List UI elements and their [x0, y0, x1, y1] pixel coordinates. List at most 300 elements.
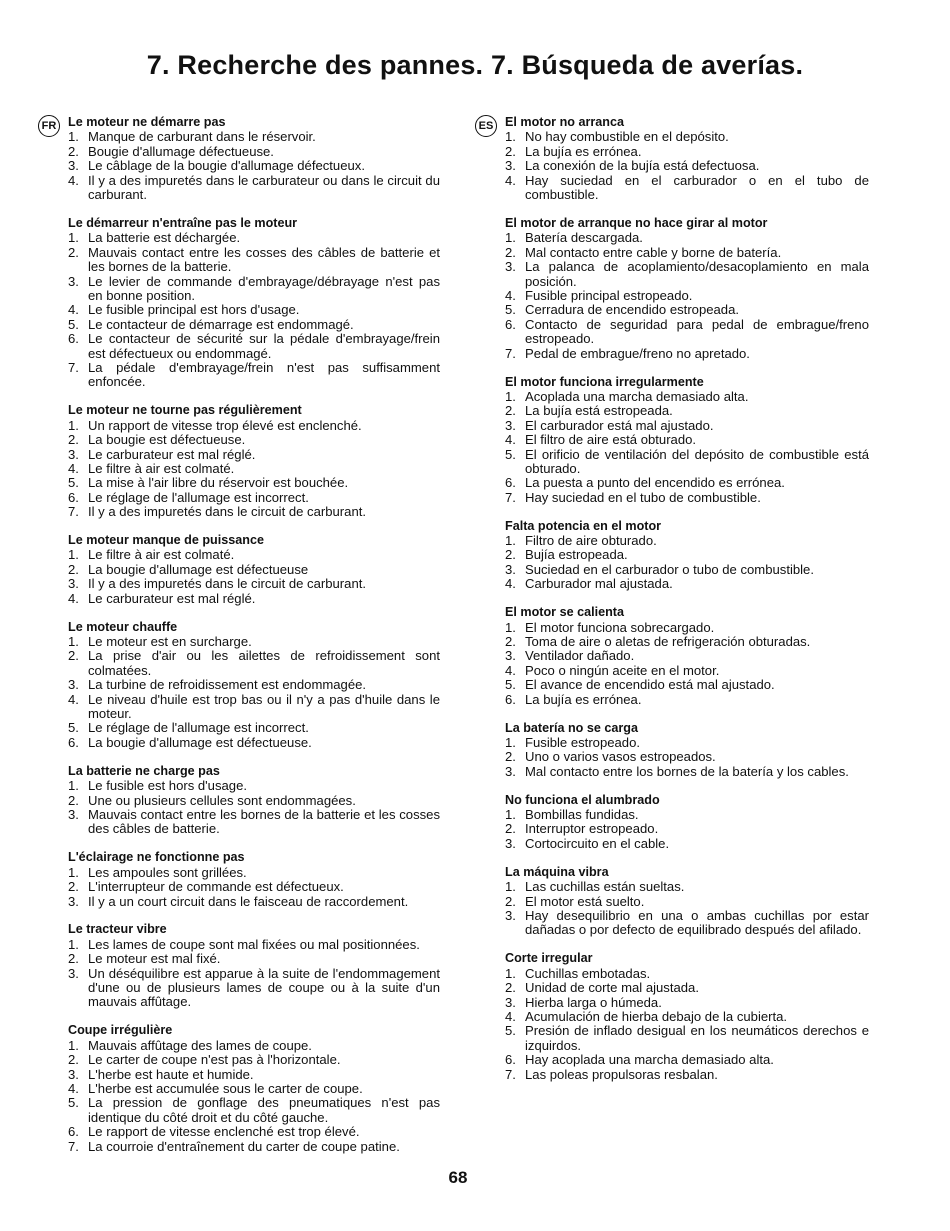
item-text: Mal contacto entre cable y borne de batería. [525, 244, 782, 260]
item-number: 1. [68, 936, 79, 952]
item-text: Il y a des impuretés dans le circuit de carburant. [88, 504, 367, 520]
item-text: La courroie d'entraînement du carter de coupe patine. [88, 1138, 400, 1154]
item-number: 1. [68, 417, 79, 433]
list-item [68, 419, 440, 433]
list-item [68, 145, 440, 159]
list-item [68, 462, 440, 476]
item-text: La turbine de refroidissement est endommagée. [88, 677, 367, 693]
item-number: 1. [505, 734, 516, 750]
cause-list [68, 779, 440, 837]
item-number: 4. [68, 302, 79, 318]
item-text: Batería descargada. [525, 230, 643, 246]
item-text: Cortocircuito en el cable. [525, 835, 670, 851]
item-text: Manque de carburant dans le réservoir. [88, 129, 316, 145]
item-text: La bujía está estropeada. [525, 403, 673, 419]
list-item [68, 721, 440, 735]
item-number: 2. [505, 547, 516, 563]
trouble-section [505, 865, 869, 938]
item-text: Le rapport de vitesse enclenché est trop élevé. [88, 1124, 360, 1140]
trouble-section [68, 115, 440, 202]
list-item [505, 765, 869, 779]
language-badge-fr: FR [38, 115, 60, 137]
trouble-section [505, 951, 869, 1082]
list-item [505, 577, 869, 591]
list-item [68, 952, 440, 966]
item-text: Le moteur est en surcharge. [88, 634, 252, 649]
item-number: 3. [505, 648, 516, 664]
list-item [505, 621, 869, 635]
item-number: 4. [505, 662, 516, 678]
list-item [68, 505, 440, 519]
item-text: La bujía es errónea. [525, 691, 642, 707]
item-number: 5. [505, 302, 516, 318]
item-number: 5. [505, 677, 516, 693]
list-item [505, 260, 869, 289]
list-item [505, 981, 869, 995]
item-number: 3. [68, 806, 79, 822]
trouble-section [68, 922, 440, 1009]
troubleshooting-sections-fr [68, 115, 440, 1154]
trouble-section [505, 519, 869, 592]
item-number: 4. [68, 460, 79, 476]
item-number: 5. [68, 720, 79, 736]
item-text: Il y a des impuretés dans le carburateur ou dans le circuit du carburant. [88, 172, 440, 203]
item-text: Hay suciedad en el tubo de combustible. [525, 489, 761, 505]
list-item [505, 822, 869, 836]
list-item [505, 491, 869, 505]
cause-list [68, 635, 440, 750]
list-item [505, 664, 869, 678]
item-number: 6. [68, 489, 79, 505]
column-spanish [478, 115, 869, 1095]
cause-list [505, 967, 869, 1082]
item-number: 3. [68, 1066, 79, 1082]
list-item [68, 938, 440, 952]
section-title: Le moteur chauffe [68, 619, 178, 634]
list-item [68, 1068, 440, 1082]
list-item [68, 548, 440, 562]
item-number: 3. [505, 259, 516, 275]
item-number: 2. [505, 821, 516, 837]
item-text: La bougie est défectueuse. [88, 432, 246, 448]
item-text: Les lames de coupe sont mal fixées ou mal positionnées. [88, 936, 420, 952]
item-text: Hierba larga o húmeda. [525, 994, 662, 1010]
item-number: 2. [68, 244, 79, 260]
cause-list [505, 130, 869, 202]
item-text: No hay combustible en el depósito. [525, 129, 729, 145]
list-item [505, 1024, 869, 1053]
cause-list [505, 736, 869, 779]
list-item [505, 534, 869, 548]
language-badge-es: ES [475, 115, 497, 137]
list-item [68, 808, 440, 837]
item-text: La mise à l'air libre du réservoir est bouchée. [88, 475, 349, 491]
item-text: Carburador mal ajustada. [525, 576, 673, 592]
item-number: 4. [505, 1008, 516, 1024]
list-item [68, 275, 440, 304]
item-text: El motor está suelto. [525, 893, 645, 909]
cause-list [505, 880, 869, 938]
item-number: 3. [68, 576, 79, 592]
trouble-section [505, 375, 869, 506]
cause-list [68, 548, 440, 606]
cause-list [68, 938, 440, 1010]
item-text: Le contacteur de démarrage est endommagé. [88, 316, 354, 332]
item-number: 2. [68, 1052, 79, 1068]
item-text: La palanca de acoplamiento/desacoplamiento en mala posición. [525, 259, 869, 289]
item-number: 1. [505, 129, 516, 145]
item-number: 5. [68, 1095, 79, 1111]
section-title: Falta potencia en el motor [505, 518, 662, 533]
item-text: Contacto de seguridad para pedal de embrague/freno estropeado. [525, 316, 869, 347]
item-text: Pedal de embrague/freno no apretado. [525, 345, 750, 361]
item-number: 1. [68, 547, 79, 563]
item-number: 7. [68, 504, 79, 520]
cause-list [68, 231, 440, 389]
cause-list [505, 621, 869, 707]
item-text: Le filtre à air est colmaté. [88, 460, 235, 476]
list-item [505, 433, 869, 447]
trouble-section [505, 793, 869, 852]
list-item [505, 967, 869, 981]
item-number: 7. [505, 1066, 516, 1082]
item-text: Le contacteur de sécurité sur la pédale d'embrayage/frein est défectueux ou endommagé. [88, 331, 440, 361]
item-number: 6. [505, 1052, 516, 1068]
list-item [505, 909, 869, 938]
list-item [68, 476, 440, 490]
item-text: Poco o ningún aceite en el motor. [525, 662, 720, 678]
list-item [68, 433, 440, 447]
trouble-section [68, 403, 440, 519]
item-text: Mauvais contact entre les bornes de la batterie et les cosses des câbles de batterie. [88, 806, 440, 837]
list-item [505, 1068, 869, 1082]
list-item [68, 448, 440, 462]
item-text: Presión de inflado desigual en los neumáticos derechos e izquirdos. [525, 1023, 869, 1053]
item-text: Le réglage de l'allumage est incorrect. [88, 489, 309, 505]
item-number: 4. [68, 590, 79, 606]
trouble-section [68, 850, 440, 909]
section-title: L'éclairage ne fonctionne pas [68, 850, 245, 865]
item-number: 1. [68, 230, 79, 246]
item-number: 2. [68, 879, 79, 895]
item-number: 1. [68, 634, 79, 649]
item-number: 3. [68, 677, 79, 693]
item-text: Bougie d'allumage défectueuse. [88, 143, 274, 159]
item-number: 3. [68, 158, 79, 174]
item-number: 1. [68, 778, 79, 794]
section-title: El motor de arranque no hace girar al motor [505, 215, 768, 230]
item-number: 6. [505, 475, 516, 491]
item-text: Acumulación de hierba debajo de la cubierta. [525, 1008, 788, 1024]
section-title: El motor se calienta [505, 605, 624, 620]
item-number: 1. [68, 129, 79, 145]
section-title: La batterie ne charge pas [68, 763, 220, 778]
item-number: 2. [68, 561, 79, 577]
list-item [68, 866, 440, 880]
item-text: Le fusible est hors d'usage. [88, 778, 247, 794]
item-number: 5. [505, 1023, 516, 1039]
item-text: Uno o varios vasos estropeados. [525, 749, 716, 765]
item-text: La prise d'air ou les ailettes de refroidissement sont colmatées. [88, 648, 440, 678]
list-item [505, 678, 869, 692]
item-number: 7. [505, 345, 516, 361]
item-text: Le réglage de l'allumage est incorrect. [88, 720, 309, 736]
list-item [505, 736, 869, 750]
item-text: Mauvais affûtage des lames de coupe. [88, 1037, 312, 1053]
list-item [505, 174, 869, 203]
item-text: Le carter de coupe n'est pas à l'horizontale. [88, 1052, 341, 1068]
item-text: Interruptor estropeado. [525, 821, 659, 837]
item-number: 1. [505, 533, 516, 549]
item-text: El motor funciona sobrecargado. [525, 619, 715, 635]
list-item [68, 1039, 440, 1053]
list-item [505, 635, 869, 649]
list-item [68, 1096, 440, 1125]
cause-list [505, 231, 869, 361]
list-item [505, 693, 869, 707]
item-text: Suciedad en el carburador o tubo de combustible. [525, 561, 814, 577]
item-number: 6. [68, 734, 79, 750]
list-item [505, 880, 869, 894]
item-number: 3. [68, 446, 79, 462]
list-item [505, 130, 869, 144]
item-text: L'herbe est accumulée sous le carter de coupe. [88, 1080, 363, 1096]
cause-list [68, 1039, 440, 1154]
item-number: 3. [505, 417, 516, 433]
trouble-section [68, 764, 440, 837]
item-text: Le fusible principal est hors d'usage. [88, 302, 300, 318]
item-text: La bougie d'allumage est défectueuse [88, 561, 309, 577]
list-item [505, 303, 869, 317]
item-number: 1. [505, 807, 516, 823]
trouble-section [505, 216, 869, 361]
item-number: 4. [68, 172, 79, 188]
list-item [505, 563, 869, 577]
item-number: 1. [505, 619, 516, 635]
trouble-section [505, 721, 869, 780]
section-title: Le moteur ne tourne pas régulièrement [68, 403, 302, 418]
list-item [505, 318, 869, 347]
item-text: El filtro de aire está obturado. [525, 432, 697, 448]
item-number: 4. [68, 1080, 79, 1096]
list-item [505, 548, 869, 562]
list-item [68, 592, 440, 606]
list-item [68, 1140, 440, 1154]
item-number: 2. [505, 893, 516, 909]
item-number: 1. [505, 879, 516, 895]
list-item [68, 779, 440, 793]
item-text: Hay acoplada una marcha demasiado alta. [525, 1052, 774, 1068]
list-item [68, 895, 440, 909]
item-text: Fusible estropeado. [525, 734, 641, 750]
item-number: 2. [68, 792, 79, 808]
item-text: L'herbe est haute et humide. [88, 1066, 254, 1082]
list-item [68, 736, 440, 750]
item-text: El carburador está mal ajustado. [525, 417, 714, 433]
item-text: Las cuchillas están sueltas. [525, 879, 685, 895]
item-number: 1. [505, 230, 516, 246]
list-item [68, 130, 440, 144]
item-number: 2. [505, 244, 516, 260]
list-item [68, 318, 440, 332]
page-number: 68 [448, 1168, 468, 1187]
section-title: Coupe irrégulière [68, 1023, 173, 1038]
list-item [68, 649, 440, 678]
item-number: 2. [505, 143, 516, 159]
list-item [505, 808, 869, 822]
item-number: 7. [68, 1138, 79, 1154]
page-title: 7. Recherche des pannes. 7. Búsqueda de averías. [146, 50, 804, 80]
list-item [68, 246, 440, 275]
list-item [505, 1010, 869, 1024]
item-number: 6. [68, 331, 79, 347]
trouble-section [505, 605, 869, 707]
cause-list [505, 534, 869, 592]
item-number: 3. [505, 908, 516, 923]
item-number: 6. [505, 316, 516, 332]
item-number: 2. [68, 432, 79, 448]
item-text: Une ou plusieurs cellules sont endommagées. [88, 792, 356, 808]
item-text: Un rapport de vitesse trop élevé est enclenché. [88, 417, 362, 433]
item-text: Hay desequilibrio en una o ambas cuchillas por estar dañadas o por defecto de equilibrado después del afilado. [525, 908, 869, 938]
item-text: La pédale d'embrayage/frein n'est pas suffisamment enfoncée. [88, 360, 440, 390]
list-item [505, 419, 869, 433]
item-number: 3. [505, 763, 516, 779]
item-number: 4. [505, 172, 516, 188]
list-item [505, 347, 869, 361]
item-text: La bujía es errónea. [525, 143, 642, 159]
list-item [68, 880, 440, 894]
list-item [68, 332, 440, 361]
troubleshooting-sections-es [505, 115, 869, 1082]
list-item [505, 246, 869, 260]
section-title: La máquina vibra [505, 864, 609, 879]
list-item [68, 1125, 440, 1139]
list-item [68, 794, 440, 808]
list-item [68, 563, 440, 577]
section-title: El motor funciona irregularmente [505, 374, 704, 389]
item-number: 6. [505, 691, 516, 707]
item-text: Hay suciedad en el carburador o en el tubo de combustible. [525, 172, 869, 203]
item-text: Ventilador dañado. [525, 648, 635, 664]
list-item [68, 491, 440, 505]
item-text: La batterie est déchargée. [88, 230, 241, 246]
item-number: 5. [505, 446, 516, 462]
item-number: 1. [505, 965, 516, 981]
item-number: 2. [68, 648, 79, 664]
item-number: 3. [68, 965, 79, 981]
section-title: Le démarreur n'entraîne pas le moteur [68, 215, 298, 230]
item-text: El orificio de ventilación del depósito de combustible está obturado. [525, 446, 869, 476]
item-text: Toma de aire o aletas de refrigeración obturadas. [525, 634, 811, 649]
trouble-section [68, 1023, 440, 1154]
cause-list [505, 808, 869, 851]
item-text: Las poleas propulsoras resbalan. [525, 1066, 718, 1082]
list-item [68, 967, 440, 1010]
item-text: Cuchillas embotadas. [525, 965, 651, 981]
list-item [505, 390, 869, 404]
list-item [505, 1053, 869, 1067]
item-text: Il y a un court circuit dans le faisceau de raccordement. [88, 893, 409, 909]
trouble-section [68, 620, 440, 751]
list-item [68, 678, 440, 692]
item-number: 3. [505, 835, 516, 851]
cause-list [68, 130, 440, 202]
list-item [505, 289, 869, 303]
item-number: 2. [505, 980, 516, 996]
item-text: Acoplada una marcha demasiado alta. [525, 388, 749, 404]
list-item [68, 174, 440, 203]
item-text: Mal contacto entre los bornes de la batería y los cables. [525, 763, 849, 779]
trouble-section [505, 115, 869, 202]
item-text: Le filtre à air est colmaté. [88, 547, 235, 563]
item-text: La puesta a punto del encendido es errónea. [525, 475, 785, 491]
trouble-section [68, 216, 440, 390]
section-title: Le moteur ne démarre pas [68, 115, 226, 129]
item-number: 4. [505, 287, 516, 303]
item-text: El avance de encendido está mal ajustado. [525, 677, 775, 693]
item-number: 3. [68, 893, 79, 909]
item-text: Il y a des impuretés dans le circuit de carburant. [88, 576, 367, 592]
item-number: 7. [505, 489, 516, 505]
list-item [68, 159, 440, 173]
list-item [505, 448, 869, 477]
item-text: Filtro de aire obturado. [525, 533, 657, 549]
item-text: Mauvais contact entre les cosses des câbles de batterie et les bornes de la batterie. [88, 244, 440, 275]
item-number: 2. [505, 403, 516, 419]
list-item [68, 577, 440, 591]
item-number: 3. [505, 158, 516, 174]
item-number: 4. [68, 691, 79, 707]
item-number: 2. [505, 749, 516, 765]
section-title: La batería no se carga [505, 720, 638, 735]
item-number: 1. [68, 1037, 79, 1053]
section-title: Corte irregular [505, 951, 593, 966]
item-number: 5. [68, 316, 79, 332]
item-text: Le niveau d'huile est trop bas ou il n'y a pas d'huile dans le moteur. [88, 691, 440, 722]
item-number: 3. [505, 994, 516, 1010]
list-item [505, 750, 869, 764]
item-text: Bombillas fundidas. [525, 807, 639, 823]
item-number: 7. [68, 360, 79, 375]
item-text: Un déséquilibre est apparue à la suite de l'endommagement d'une ou de plusieurs lames de coupe ou à la suite d'un mauvais affûtage. [88, 965, 440, 1010]
list-item [505, 837, 869, 851]
list-item [505, 476, 869, 490]
item-number: 1. [505, 388, 516, 404]
item-number: 2. [68, 143, 79, 159]
list-item [68, 231, 440, 245]
item-text: Cerradura de encendido estropeada. [525, 302, 740, 318]
section-title: Le tracteur vibre [68, 922, 167, 937]
item-text: La bougie d'allumage est défectueuse. [88, 734, 312, 750]
section-title: El motor no arranca [505, 115, 624, 129]
item-text: Le carburateur est mal réglé. [88, 590, 256, 606]
trouble-section [68, 533, 440, 606]
list-item [505, 231, 869, 245]
list-item [68, 1053, 440, 1067]
item-text: Les ampoules sont grillées. [88, 864, 247, 880]
item-number: 3. [68, 273, 79, 289]
item-number: 5. [68, 475, 79, 491]
list-item [505, 159, 869, 173]
column-french [41, 115, 440, 1168]
item-text: La pression de gonflage des pneumatiques n'est pas identique du côté droit et du côté gauche. [88, 1095, 440, 1125]
item-text: Fusible principal estropeado. [525, 287, 693, 303]
section-title: Le moteur manque de puissance [68, 533, 264, 548]
list-item [505, 404, 869, 418]
item-number: 6. [68, 1124, 79, 1140]
item-number: 4. [505, 432, 516, 448]
